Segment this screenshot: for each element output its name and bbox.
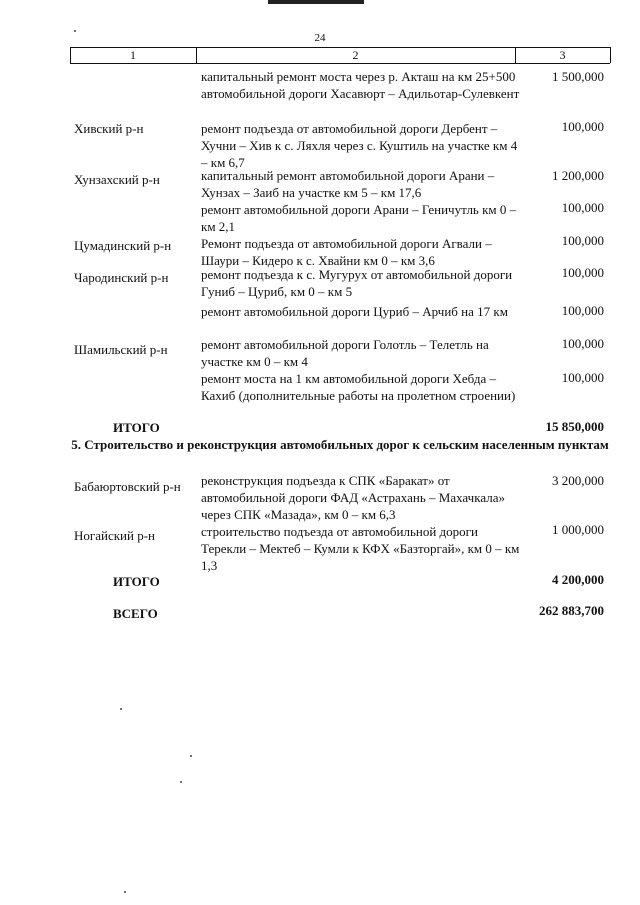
column-header-1: 1 xyxy=(130,48,136,62)
table-row-description: капитальный ремонт автомобильной дороги Арани – Хунзах – Заиб на участке км 5 – км 17,6 xyxy=(201,168,495,200)
page-number: 24 xyxy=(314,32,326,44)
table-row-amount: 1 000,000 xyxy=(552,522,604,537)
table-row-description: ремонт автомобильной дороги Голотль – Телетль на участке км 0 – км 4 xyxy=(201,337,489,369)
table-row-district: Хивский р-н xyxy=(74,121,144,136)
table-row-description: ремонт подъезда к с. Мугурух от автомобильной дороги Гуниб – Цуриб, км 0 – км 5 xyxy=(201,267,513,299)
table-row-amount: 100,000 xyxy=(561,119,604,134)
grand-total-amount: 262 883,700 xyxy=(539,603,604,618)
table-row-amount: 100,000 xyxy=(561,370,604,385)
table-row-amount: 100,000 xyxy=(561,303,604,318)
table-row-amount: 100,000 xyxy=(561,233,604,248)
table-row-description: ремонт автомобильной дороги Арани – Геничутль км 0 – км 2,1 xyxy=(201,202,517,234)
table-row-description: ремонт автомобильной дороги Цуриб – Арчиб на 17 км xyxy=(201,304,508,319)
table-border-right xyxy=(610,47,611,63)
table-row-district: Чародинский р-н xyxy=(74,270,169,285)
table-row-district: Бабаюртовский р-н xyxy=(74,479,181,494)
table-header-bottom-border xyxy=(70,63,610,64)
table-row-district: Шамильский р-н xyxy=(74,342,168,357)
table-row-description: ремонт подъезда от автомобильной дороги Дербент – Хучни – Хив к с. Ляхля через с. Куштиль на участке км 4 – км 6,7 xyxy=(201,121,518,170)
table-row-description: строительство подъезда от автомобильной дороги Терекли – Мектеб – Кумли к КФХ «Базторгай», км 0 – км 1,3 xyxy=(201,524,520,573)
scan-speck xyxy=(124,891,126,893)
table-row-district: Хунзахский р-н xyxy=(74,172,160,187)
subtotal-label: ИТОГО xyxy=(113,574,160,589)
table-row-description: реконструкция подъезда к СПК «Баракат» от автомобильной дороги ФАД «Астрахань – Махачкала» через СПК «Мазада», км 0 – км 6,3 xyxy=(201,473,505,522)
column-header-2: 2 xyxy=(352,48,359,62)
table-row-amount: 3 200,000 xyxy=(552,473,604,488)
scan-speck xyxy=(180,781,182,783)
table-row-description: капитальный ремонт моста через р. Акташ на км 25+500 автомобильной дороги Хасавюрт – Адильотар-Сулевкент xyxy=(201,69,520,101)
table-row-description: Ремонт подъезда от автомобильной дороги Агвали – Шаури – Кидеро к с. Хвайни км 0 – км 3,6 xyxy=(201,236,492,268)
scan-mark xyxy=(268,0,364,4)
subtotal-label: ИТОГО xyxy=(113,420,160,435)
table-row-amount: 1 200,000 xyxy=(552,168,604,183)
table-row-district: Ногайский р-н xyxy=(74,528,155,543)
table-row-district: Цумадинский р-н xyxy=(74,238,172,253)
subtotal-amount: 15 850,000 xyxy=(545,419,604,434)
scan-speck xyxy=(120,708,122,710)
subtotal-amount: 4 200,000 xyxy=(552,572,604,587)
grand-total-label: ВСЕГО xyxy=(113,606,158,621)
table-row-description: ремонт моста на 1 км автомобильной дороги Хебда – Кахиб (дополнительные работы на пролетном строении) xyxy=(201,371,516,403)
table-row-amount: 100,000 xyxy=(561,200,604,215)
table-row-amount: 1 500,000 xyxy=(552,69,604,84)
column-header-3: 3 xyxy=(559,48,566,62)
table-row-amount: 100,000 xyxy=(561,336,604,351)
section-title: 5. Строительство и реконструкция автомобильных дорог к сельским населенным пунктам xyxy=(71,437,609,452)
scan-speck xyxy=(190,755,192,757)
table-row-amount: 100,000 xyxy=(561,265,604,280)
